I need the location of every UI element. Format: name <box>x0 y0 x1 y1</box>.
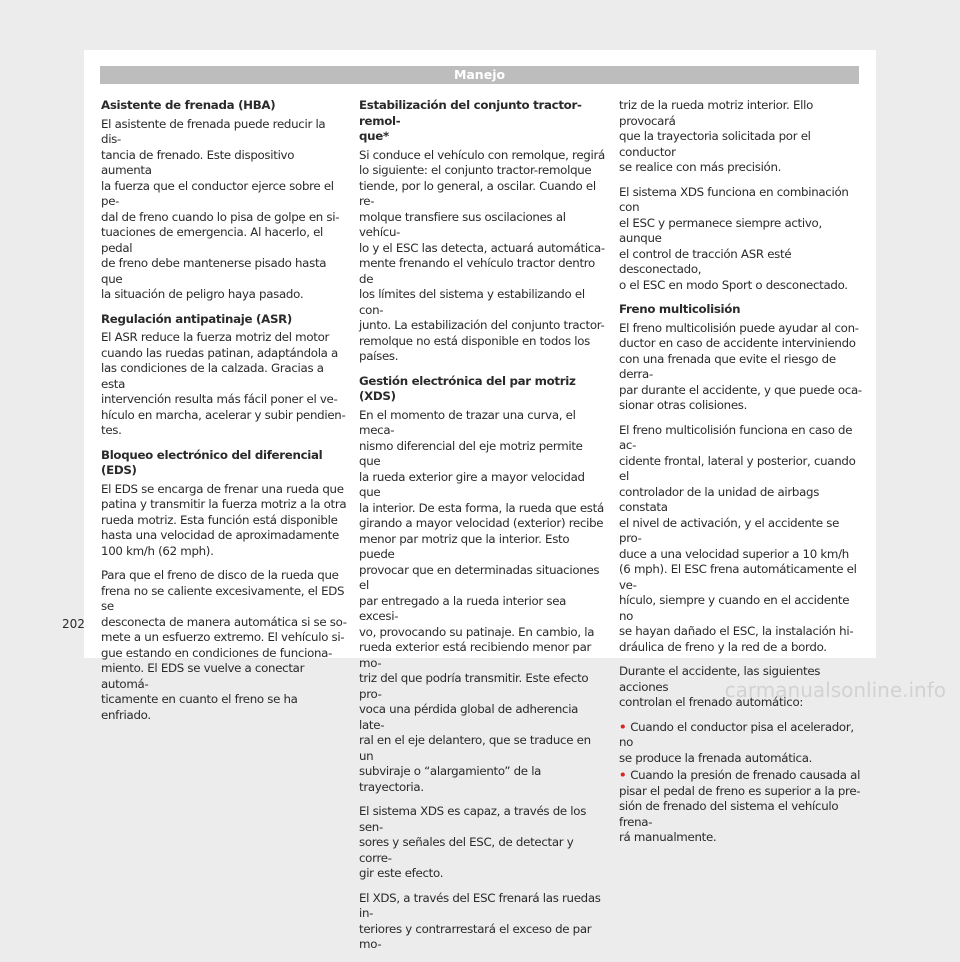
text-line: hículo en marcha, acelerar y subir pendien- <box>101 407 346 422</box>
text-line: pisar el pedal de freno es superior a la pre- <box>619 783 861 798</box>
text-column-2 <box>359 98 605 962</box>
text-line: miento. El EDS se vuelve a conectar automá- <box>101 661 305 691</box>
paragraph <box>619 321 865 414</box>
text-line: los límites del sistema y estabilizando el con- <box>359 287 585 317</box>
text-line: con una frenada que evite el riesgo de derra- <box>619 351 836 381</box>
text-line: patina y transmitir la fuerza motriz a la otra <box>101 497 347 511</box>
text-column-3 <box>619 98 865 848</box>
bullet-text: Cuando el conductor pisa el acelerador, no <box>619 719 854 749</box>
text-line: dal de freno cuando lo pisa de golpe en si- <box>101 209 340 224</box>
section-header-bar <box>100 66 859 84</box>
text-line: sión de frenado del sistema el vehículo frena- <box>619 799 839 829</box>
text-line: menor par motriz que la interior. Esto puede <box>359 531 570 561</box>
text-line: Si conduce el vehículo con remolque, regirá <box>359 147 605 162</box>
text-line: nismo diferencial del eje motriz permite que <box>359 438 583 468</box>
text-line: triz del que podría transmitir. Este efecto pro- <box>359 671 589 701</box>
text-line: ral en el eje delantero, que se traduce en un <box>359 733 591 763</box>
text-line: la interior. De esta forma, la rueda que está <box>359 500 604 515</box>
text-line: sionar otras colisiones. <box>619 398 748 412</box>
text-line: tancia de frenado. Este dispositivo aumenta <box>101 147 295 177</box>
section-heading: Regulación antipatinaje (ASR) <box>101 311 293 326</box>
section-heading: Gestión electrónica del par motriz (XDS) <box>359 373 576 403</box>
text-line: mente frenando el vehículo tractor dentro de <box>359 256 595 286</box>
text-line: El asistente de frenada puede reducir la dis- <box>101 116 326 146</box>
text-line: el ESC y permanece siempre activo, aunque <box>619 215 822 245</box>
text-line: teriores y contrarrestará el exceso de par mo- <box>359 921 592 951</box>
section-title: Manejo <box>453 67 506 82</box>
text-line: la fuerza que el conductor ejerce sobre el pe- <box>101 178 334 208</box>
text-line: el nivel de activación, y el accidente se pro- <box>619 515 840 545</box>
text-line: provocar que en determinadas situaciones el <box>359 562 600 592</box>
paragraph <box>619 423 865 656</box>
text-line: tuaciones de emergencia. Al hacerlo, el pedal <box>101 225 324 255</box>
text-line: rá manualmente. <box>619 830 717 844</box>
text-line: intervención resulta más fácil poner el ve- <box>101 392 338 406</box>
text-line <box>619 768 865 784</box>
text-line: tiende, por lo general, a oscilar. Cuando el re- <box>359 178 596 208</box>
paragraph <box>101 568 347 723</box>
text-line: hasta una velocidad de aproximadamente <box>101 528 339 542</box>
text-line: Para que el freno de disco de la rueda que <box>101 568 339 582</box>
watermark-text: carmanualsonline.info <box>724 678 946 702</box>
paragraph <box>101 330 347 439</box>
text-line: se realice con más precisión. <box>619 160 782 174</box>
text-line: gir este efecto. <box>359 866 444 880</box>
text-line: se hayan dañado el ESC, la instalación hi- <box>619 624 854 638</box>
text-line: lo y el ESC las detecta, actuará automática- <box>359 240 605 255</box>
text-line: que la trayectoria solicitada por el conductor <box>619 129 811 159</box>
text-line: (6 mph). El ESC frena automáticamente el ve- <box>619 562 857 592</box>
text-line: vo, provocando su patinaje. En cambio, la <box>359 624 595 639</box>
text-line: Durante el accidente, las siguientes acciones <box>619 664 821 694</box>
section-heading: Freno multicolisión <box>619 302 741 316</box>
bullet-list-item <box>619 768 865 846</box>
heading-line: Estabilización del conjunto tractor-remol- <box>359 98 582 128</box>
text-line: el control de tracción ASR esté desconectado, <box>619 246 792 276</box>
paragraph <box>359 148 605 365</box>
text-line: gue estando en condiciones de funciona- <box>101 645 333 660</box>
text-line: subviraje o “alargamiento” de la trayectoria. <box>359 764 542 794</box>
text-line: o el ESC en modo Sport o desconectado. <box>619 277 848 292</box>
text-column-1 <box>101 98 347 732</box>
bullet-icon: • <box>619 768 627 782</box>
text-line: controlan el frenado automático: <box>619 695 804 709</box>
text-line: hículo, siempre y cuando en el accidente no <box>619 593 850 623</box>
text-line: países. <box>359 349 399 363</box>
text-line: El freno multicolisión puede ayudar al con- <box>619 320 859 335</box>
bullet-list-item <box>619 720 865 767</box>
text-line: controlador de la unidad de airbags constata <box>619 484 820 514</box>
page-number: 202 <box>62 617 85 631</box>
text-line: tes. <box>101 423 122 437</box>
text-line: se produce la frenada automática. <box>619 750 813 765</box>
bullet-icon: • <box>619 719 627 734</box>
text-line: lo siguiente: el conjunto tractor-remolque <box>359 163 592 177</box>
text-line: El sistema XDS funciona en combinación con <box>619 184 849 214</box>
text-line: frena no se caliente excesivamente, el EDS se <box>101 583 345 613</box>
text-line: sores y señales del ESC, de detectar y corre- <box>359 835 574 865</box>
text-line: ductor en caso de accidente interviniendo <box>619 336 856 350</box>
text-line: El freno multicolisión funciona en caso de ac- <box>619 422 853 452</box>
section-heading: Bloqueo electrónico del diferencial (EDS) <box>101 447 323 477</box>
paragraph <box>359 804 605 882</box>
text-line: mete a un esfuerzo extremo. El vehículo si- <box>101 630 345 644</box>
paragraph <box>101 117 347 303</box>
paragraph <box>101 482 347 560</box>
text-line: desconecta de manera automática si se so- <box>101 614 347 629</box>
text-line: rueda motriz. Esta función está disponible <box>101 512 338 527</box>
text-line: rueda exterior está recibiendo menor par mo- <box>359 640 592 670</box>
text-line: El XDS, a través del ESC frenará las ruedas in- <box>359 890 601 920</box>
section-heading <box>359 98 605 145</box>
text-line: la situación de peligro haya pasado. <box>101 287 304 301</box>
text-line: cuando las ruedas patinan, adaptándola a <box>101 345 338 360</box>
text-line: las condiciones de la calzada. Gracias a esta <box>101 361 324 391</box>
text-line: El ASR reduce la fuerza motriz del motor <box>101 330 330 344</box>
text-line: cidente frontal, lateral y posterior, cuando el <box>619 453 856 483</box>
text-line: remolque no está disponible en todos los <box>359 333 590 348</box>
text-line: par entregado a la rueda interior sea excesi- <box>359 593 567 623</box>
text-line: En el momento de trazar una curva, el meca- <box>359 407 576 437</box>
text-line: molque transfiere sus oscilaciones al vehícu- <box>359 209 566 239</box>
text-line: la rueda exterior gire a mayor velocidad que <box>359 469 585 499</box>
paragraph <box>619 185 865 294</box>
text-line: dráulica de freno y la red de a bordo. <box>619 639 827 654</box>
paragraph <box>359 408 605 796</box>
bullet-text: Cuando la presión de frenado causada al <box>630 768 861 782</box>
text-line: 100 km/h (62 mph). <box>101 543 214 558</box>
text-line: El EDS se encarga de frenar una rueda que <box>101 481 344 496</box>
text-line: triz de la rueda motriz interior. Ello provocará <box>619 98 813 128</box>
text-line: de freno debe mantenerse pisado hasta que <box>101 256 327 286</box>
paragraph <box>619 98 865 176</box>
text-line <box>619 720 865 751</box>
text-line: El sistema XDS es capaz, a través de los sen- <box>359 804 587 834</box>
paragraph <box>359 891 605 953</box>
text-line: ticamente en cuanto el freno se ha enfriado. <box>101 692 298 722</box>
text-line: junto. La estabilización del conjunto tractor- <box>359 318 605 332</box>
text-line: duce a una velocidad superior a 10 km/h <box>619 546 849 561</box>
text-line: girando a mayor velocidad (exterior) recibe <box>359 516 604 530</box>
text-line: par durante el accidente, y que puede oca- <box>619 382 862 397</box>
text-line: voca una pérdida global de adherencia late- <box>359 702 579 732</box>
section-heading: Asistente de frenada (HBA) <box>101 98 276 112</box>
heading-line: que* <box>359 129 389 143</box>
